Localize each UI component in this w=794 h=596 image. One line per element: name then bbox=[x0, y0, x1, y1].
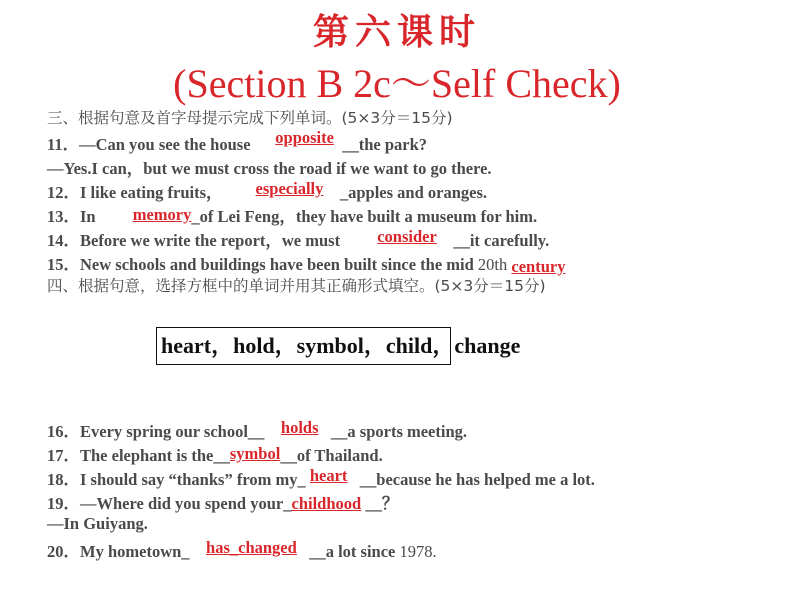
lesson-title-chinese: 第六课时 bbox=[312, 11, 481, 53]
answer-17: symbol bbox=[229, 444, 281, 463]
question-18: 18．I should say “thanks” from my_ heart __because he has helped me a lot. bbox=[47, 466, 595, 489]
lesson-title-section: (Section B 2c～Self Check) bbox=[173, 61, 621, 106]
word-box: heart，hold，symbol，child，change bbox=[156, 327, 451, 365]
question-16: 16．Every spring our school__ holds __a sports meeting. bbox=[47, 418, 468, 441]
answer-14: consider bbox=[377, 227, 437, 246]
question-20: 20．My hometown_ has_changed __a lot since 1978. bbox=[47, 538, 437, 561]
section4-heading: 四、根据句意，选择方框中的单词并用其正确形式填空。(5×3分＝15分) bbox=[47, 277, 546, 295]
answer-15: century bbox=[511, 257, 566, 276]
question-13: 13．In memory_of Lei Feng，they have built a museum for him. bbox=[47, 205, 538, 226]
question-12: 12．I like eating fruits， especially _apples and oranges. bbox=[47, 179, 488, 202]
answer-line-19: —In Guiyang. bbox=[47, 514, 148, 533]
question-11: 11．—Can you see the house opposite __the park? bbox=[47, 128, 428, 154]
answer-line-11: —Yes.I can，but we must cross the road if we want to go there. bbox=[47, 159, 492, 178]
question-15: 15．New schools and buildings have been built since the mid 20th century bbox=[47, 255, 566, 276]
answer-13: memory bbox=[132, 205, 192, 224]
answer-19: childhood bbox=[291, 494, 362, 513]
answer-12: especially bbox=[255, 179, 324, 198]
question-19: 19．—Where did you spend your_childhood __？ bbox=[47, 494, 399, 513]
answer-16: holds bbox=[280, 418, 319, 437]
answer-18: heart bbox=[309, 466, 348, 485]
answer-11: opposite bbox=[275, 128, 334, 147]
section3-heading: 三、根据句意及首字母提示完成下列单词。(5×3分＝15分) bbox=[47, 109, 453, 127]
question-17: 17．The elephant is the__symbol__of Thailand. bbox=[47, 444, 383, 465]
question-14: 14．Before we write the report，we must consider __it carefully. bbox=[47, 227, 550, 250]
answer-20: has_changed bbox=[206, 538, 297, 557]
